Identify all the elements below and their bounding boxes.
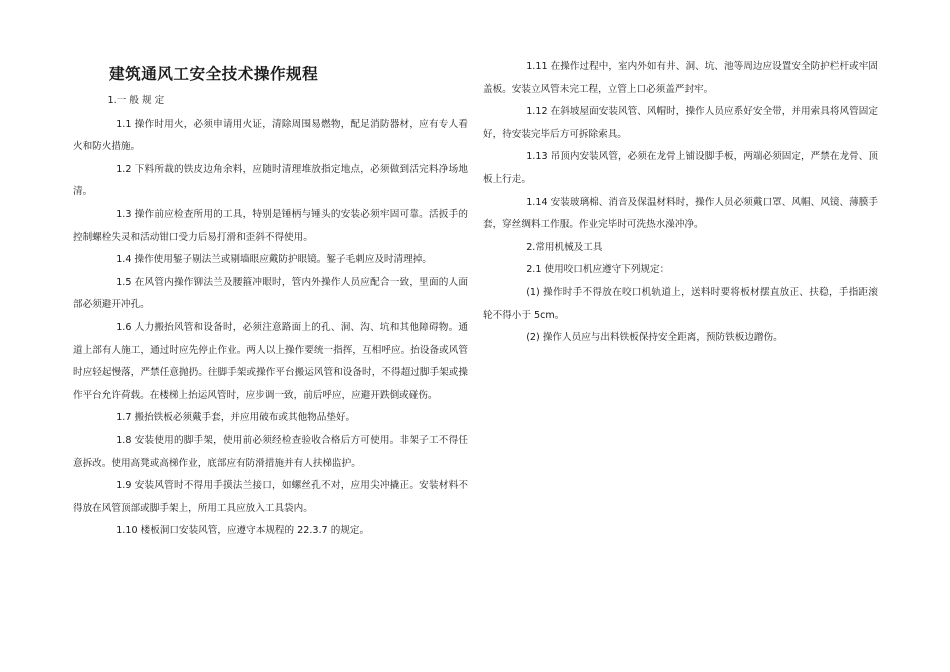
left-column <box>73 56 468 543</box>
section-heading-general: 1.一 般 规 定 <box>107 95 165 106</box>
clause-1-14: 1.14 安装玻璃棉、消音及保温材料时，操作人员必须戴口罩、风帽、风镜、薄膜手套，穿丝绸料工作服。作业完毕时可洗热水澡冲净。 <box>483 196 878 231</box>
clause-1-2: 1.2 下料所裁的铁皮边角余料，应随时清理堆放指定地点，必须做到活完料净场地清。 <box>73 163 468 198</box>
clause-1-1: 1.1 操作时用火，必须申请用火证，清除周围易燃物，配足消防器材，应有专人看火和防火措施。 <box>73 118 468 153</box>
clause-1-3: 1.3 操作前应检查所用的工具，特别是锤柄与锤头的安装必须牢固可靠。活扳手的控制螺栓失灵和活动钳口受力后易打滑和歪斜不得使用。 <box>73 208 468 243</box>
subsection-heading-2-1: 2.1 使用咬口机应遵守下列规定： <box>526 264 670 276</box>
clause-1-5: 1.5 在风管内操作铆法兰及腰箍冲眼时，管内外操作人员应配合一致，里面的人面部必须避开冲孔。 <box>73 276 468 311</box>
clause-2-1-1: (1) 操作时手不得放在咬口机轨道上，送料时要将板材摆直放正、扶稳，手指距滚轮不得小于 5cm。 <box>483 286 878 321</box>
clause-1-9: 1.9 安装风管时不得用手摸法兰接口，如螺丝孔不对，应用尖冲撬正。安装材料不得放在风管顶部或脚手架上，所用工具应放入工具袋内。 <box>73 480 468 514</box>
clause-1-12: 1.12 在斜坡屋面安装风管、风帽时，操作人员应系好安全带，并用索具将风管固定好，待安装完毕后方可拆除索具。 <box>483 106 878 140</box>
clause-2-1-2: (2) 操作人员应与出料铁板保持安全距离，预防铁板边蹭伤。 <box>526 332 783 344</box>
clause-1-11: 1.11 在操作过程中，室内外如有井、洞、坑、池等周边应设置安全防护栏杆或牢固盖板。安装立风管未完工程，立管上口必须盖严封牢。 <box>483 61 878 95</box>
document-title: 建筑通风工安全技术操作规程 <box>109 65 319 83</box>
right-column <box>483 56 878 350</box>
clause-1-10: 1.10 楼板洞口安装风管，应遵守本规程的 22.3.7 的规定。 <box>116 525 370 537</box>
clause-1-6: 1.6 人力搬抬风管和设备时，必须注意路面上的孔、洞、沟、坑和其他障碍物。通道上部有人施工，通过时应先停止作业。两人以上操作要统一指挥，互相呼应。抬设备或风管时应轻起慢落，严禁任意抛扔。往脚手架或操作平台搬运风管和设备时，不得超过脚手架或操作平台允许荷载。在楼梯上抬运风管时，应步调一致，前后呼应，应避开跌倒或碰伤。 <box>73 321 468 401</box>
clause-1-8: 1.8 安装使用的脚手架，使用前必须经检查验收合格后方可使用。非架子工不得任意拆改。使用高凳或高梯作业，底部应有防滑措施并有人扶梯监护。 <box>73 434 468 469</box>
clause-1-13: 1.13 吊顶内安装风管，必须在龙骨上铺设脚手板，两端必须固定，严禁在龙骨、顶板上行走。 <box>483 151 878 185</box>
section-heading-machinery: 2.常用机械及工具 <box>526 241 603 253</box>
clause-1-4: 1.4 操作使用錾子剔法兰或剔墙眼应戴防护眼镜。錾子毛刺应及时清理掉。 <box>116 254 432 266</box>
clause-1-7: 1.7 搬抬铁板必须戴手套，并应用破布或其他物品垫好。 <box>116 412 356 424</box>
